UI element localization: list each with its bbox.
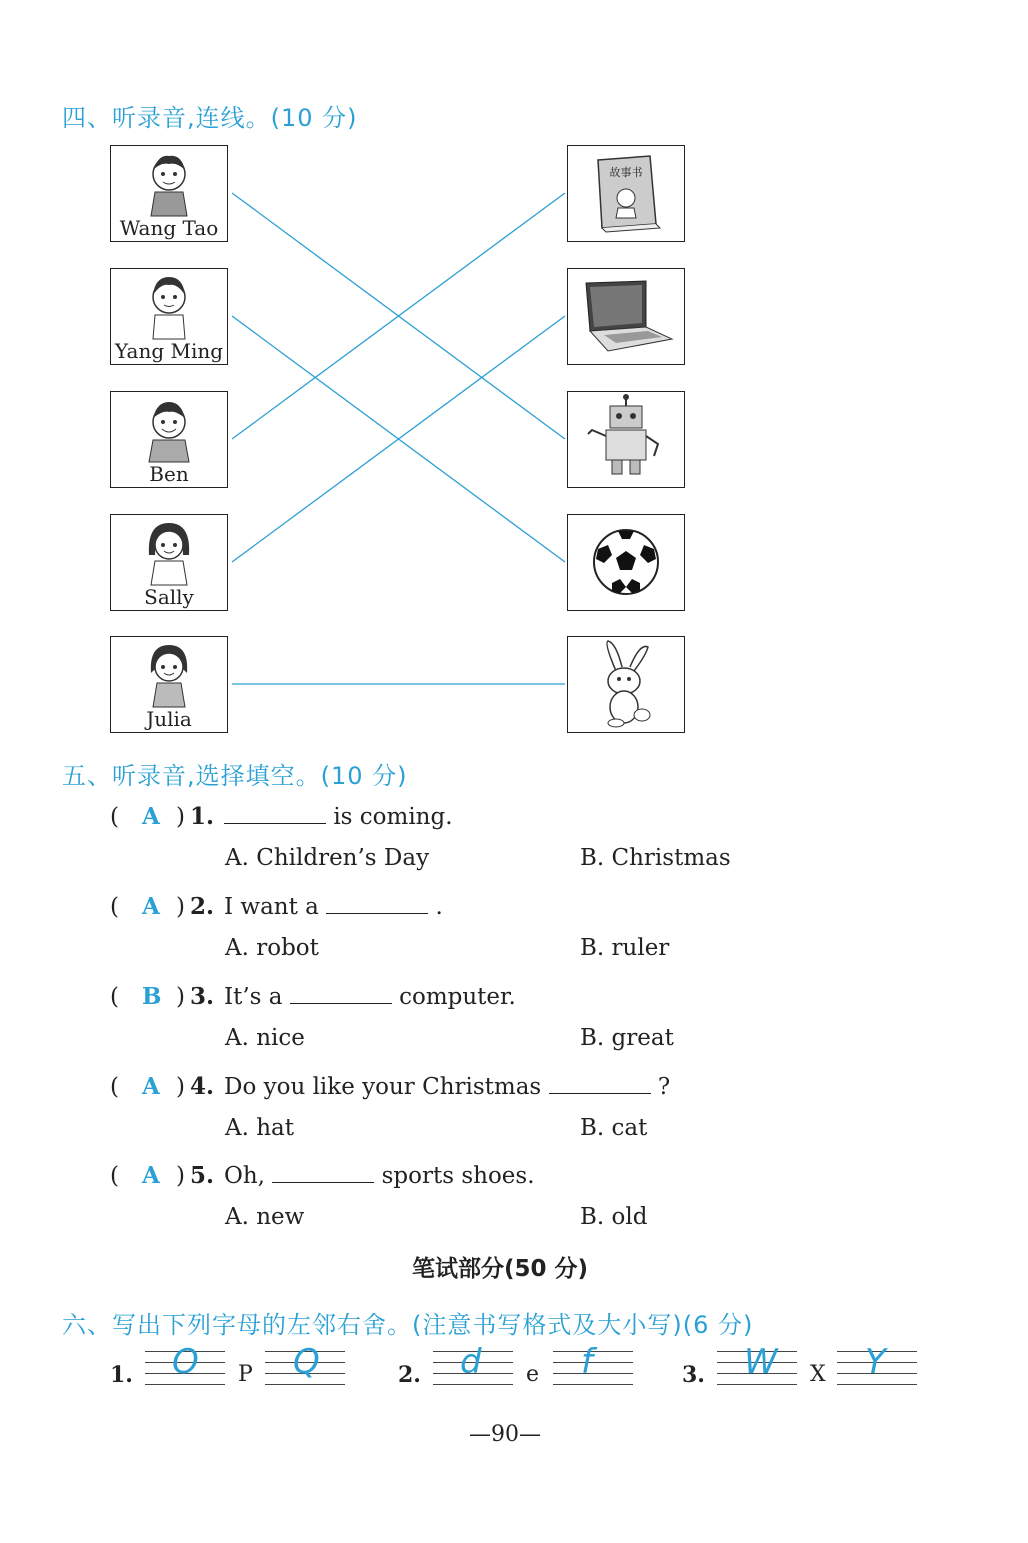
paren-close: )	[176, 984, 185, 1010]
option-b: B. great	[580, 1025, 674, 1051]
girl-icon	[111, 637, 227, 712]
option-a: A. robot	[225, 935, 319, 961]
paren-close: )	[176, 894, 185, 920]
paren-open: (	[110, 984, 119, 1010]
question-number: 3.	[190, 983, 215, 1010]
group-number: 1.	[110, 1362, 133, 1388]
answer[interactable]: A	[142, 803, 160, 830]
item-card-storybook[interactable]	[567, 145, 685, 242]
rabbit-icon	[568, 637, 684, 732]
option-a: A. hat	[225, 1115, 294, 1141]
question-text	[224, 800, 453, 834]
paren-close: )	[176, 1163, 185, 1189]
question-text	[224, 890, 443, 924]
question-row	[110, 1070, 930, 1104]
person-card-yang-ming[interactable]	[110, 268, 228, 365]
question-row	[110, 890, 930, 924]
given-letter: X	[810, 1362, 826, 1387]
answer-left-letter: d	[460, 1342, 482, 1382]
answer-blank[interactable]	[290, 983, 392, 1004]
option-b: B. old	[580, 1204, 648, 1230]
answer-blank[interactable]	[326, 893, 428, 914]
boy-icon	[111, 269, 227, 344]
boy-icon	[111, 146, 227, 221]
question-number: 1.	[190, 803, 215, 830]
question-row	[110, 980, 930, 1014]
answer[interactable]: A	[142, 893, 160, 920]
storybook-label: 故事书	[609, 166, 643, 179]
paren-open: (	[110, 894, 119, 920]
answer-blank[interactable]	[272, 1162, 374, 1183]
storybook-icon	[568, 146, 684, 241]
option-a: A. new	[225, 1204, 305, 1230]
question-pre: It’s a	[224, 984, 283, 1010]
option-b: B. ruler	[580, 935, 670, 961]
section4-title: 四、听录音,连线。(10 分)	[62, 104, 358, 132]
section5-title: 五、听录音,选择填空。(10 分)	[62, 762, 408, 790]
writing-lines-right[interactable]	[553, 1351, 633, 1395]
question-text	[224, 1159, 535, 1193]
answer[interactable]: B	[142, 983, 162, 1010]
boy-icon	[111, 392, 227, 467]
group-number: 2.	[398, 1362, 421, 1388]
item-card-soccer-ball[interactable]	[567, 514, 685, 611]
group-number: 3.	[682, 1362, 705, 1388]
person-card-sally[interactable]	[110, 514, 228, 611]
question-pre: Oh,	[224, 1163, 265, 1189]
question-number: 4.	[190, 1073, 215, 1100]
paren-open: (	[110, 804, 119, 830]
option-a: A. nice	[225, 1025, 305, 1051]
option-b: B. Christmas	[580, 845, 731, 871]
section6-title: 六、写出下列字母的左邻右舍。(注意书写格式及大小写)(6 分)	[62, 1311, 754, 1339]
option-a: A. Children’s Day	[225, 845, 430, 871]
answer-right-letter: Q	[293, 1342, 320, 1382]
question-pre: I want a	[224, 894, 319, 920]
person-name: Wang Tao	[119, 216, 219, 240]
item-card-robot[interactable]	[567, 391, 685, 488]
person-card-ben[interactable]	[110, 391, 228, 488]
answer-left-letter: W	[744, 1342, 778, 1382]
question-row	[110, 800, 930, 834]
question-text	[224, 980, 516, 1014]
answer[interactable]: A	[142, 1162, 160, 1189]
laptop-icon	[568, 269, 684, 364]
item-card-rabbit[interactable]	[567, 636, 685, 733]
answer-right-letter: Y	[865, 1342, 886, 1382]
person-name: Ben	[149, 462, 189, 486]
question-post: .	[435, 894, 443, 920]
answer-blank[interactable]	[549, 1073, 651, 1094]
page-number: —90—	[469, 1422, 541, 1447]
robot-icon	[568, 392, 684, 487]
person-name: Yang Ming	[114, 339, 224, 363]
question-number: 2.	[190, 893, 215, 920]
given-letter: e	[526, 1362, 540, 1387]
answer-left-letter: O	[172, 1342, 199, 1382]
paren-close: )	[176, 804, 185, 830]
person-card-julia[interactable]	[110, 636, 228, 733]
answer-blank[interactable]	[224, 803, 326, 824]
answer[interactable]: A	[142, 1073, 160, 1100]
person-card-wang-tao[interactable]	[110, 145, 228, 242]
question-post: is coming.	[333, 804, 453, 830]
paren-open: (	[110, 1074, 119, 1100]
written-part-title: 笔试部分(50 分)	[411, 1256, 589, 1282]
answer-right-letter: f	[581, 1342, 593, 1382]
paren-close: )	[176, 1074, 185, 1100]
soccer-ball-icon	[568, 515, 684, 610]
question-post: computer.	[399, 984, 516, 1010]
question-post: ?	[657, 1074, 671, 1100]
given-letter: P	[238, 1362, 253, 1387]
question-number: 5.	[190, 1162, 215, 1189]
item-card-laptop[interactable]	[567, 268, 685, 365]
question-pre: Do you like your Christmas	[224, 1074, 542, 1100]
person-name: Sally	[144, 585, 194, 609]
person-name: Julia	[146, 707, 192, 731]
paren-open: (	[110, 1163, 119, 1189]
question-row	[110, 1159, 930, 1193]
question-text	[224, 1070, 670, 1104]
question-post: sports shoes.	[381, 1163, 535, 1189]
girl-icon	[111, 515, 227, 590]
option-b: B. cat	[580, 1115, 648, 1141]
